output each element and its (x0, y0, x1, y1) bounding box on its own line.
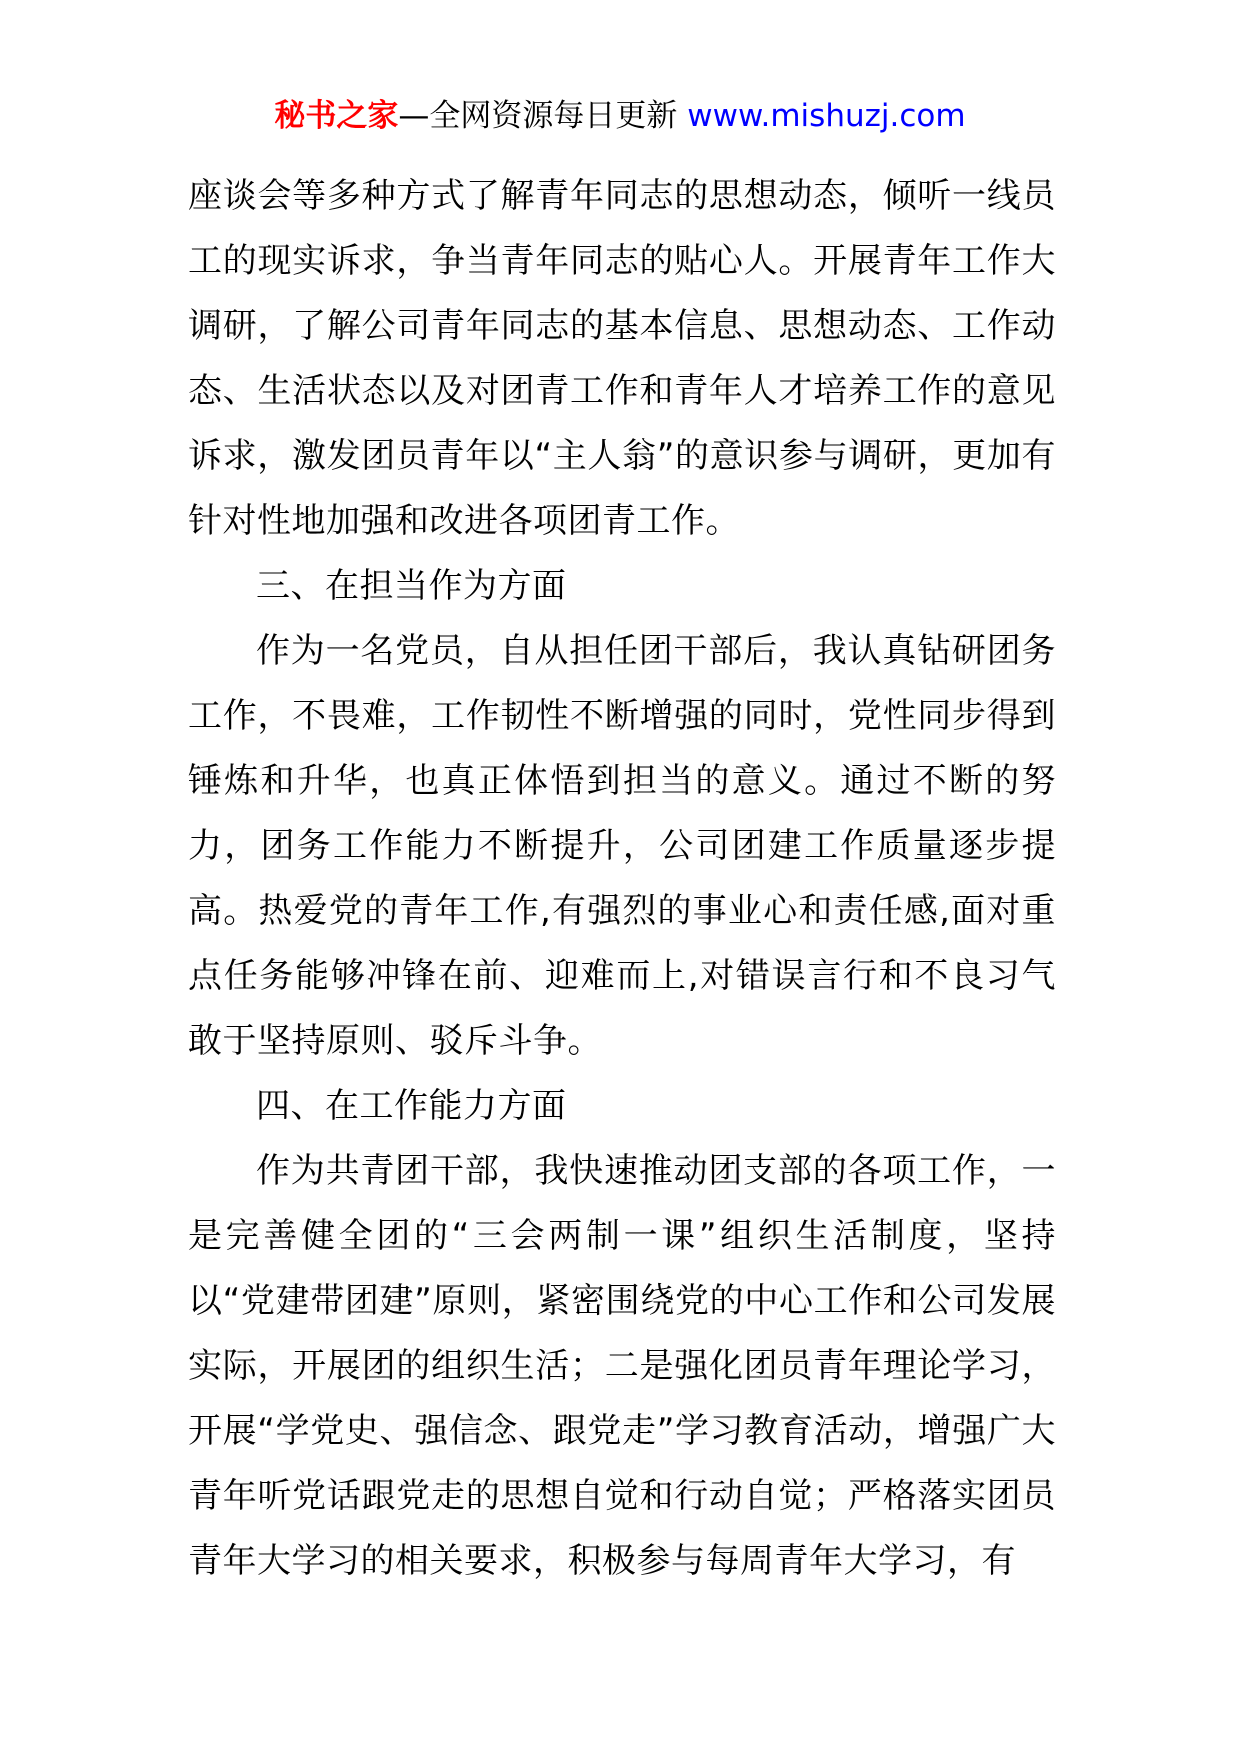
paragraph-responsibility: 作为一名党员，自从担任团干部后，我认真钻研团务工作，不畏难，工作韧性不断增强的同时，党性同步得到锤炼和升华，也真正体悟到担当的意义。通过不断的努力，团务工作能力不断提升，公司团建工作质量逐步提高。热爱党的青年工作,有强烈的事业心和责任感,面对重点任务能够冲锋在前、迎难而上,对错误言行和不良习气敢于坚持原则、驳斥斗争。 (188, 631, 1056, 1061)
section-heading-3: 三、在担当作为方面 (256, 566, 567, 606)
document-body (188, 164, 1056, 1594)
website-link[interactable]: www.mishuzj.com (687, 98, 966, 134)
paragraph-work-ability: 作为共青团干部，我快速推动团支部的各项工作，一是完善健全团的“三会两制一课”组织生活制度，坚持以“党建带团建”原则，紧密围绕党的中心工作和公司发展实际，开展团的组织生活；二是强化团员青年理论学习，开展“学党史、强信念、跟党走”学习教育活动，增强广大青年听党话跟党走的思想自觉和行动自觉；严格落实团员青年大学习的相关要求，积极参与每周青年大学习，有 (188, 1151, 1056, 1581)
page-header (0, 96, 1240, 136)
brand-name: 秘书之家 (274, 98, 399, 134)
section-heading-4: 四、在工作能力方面 (256, 1086, 567, 1126)
header-slogan: —全网资源每日更新 (398, 98, 678, 134)
paragraph-continued: 座谈会等多种方式了解青年同志的思想动态，倾听一线员工的现实诉求，争当青年同志的贴心人。开展青年工作大调研，了解公司青年同志的基本信息、思想动态、工作动态、生活状态以及对团青工作和青年人才培养工作的意见诉求，激发团员青年以“主人翁”的意识参与调研，更加有针对性地加强和改进各项团青工作。 (188, 176, 1056, 541)
